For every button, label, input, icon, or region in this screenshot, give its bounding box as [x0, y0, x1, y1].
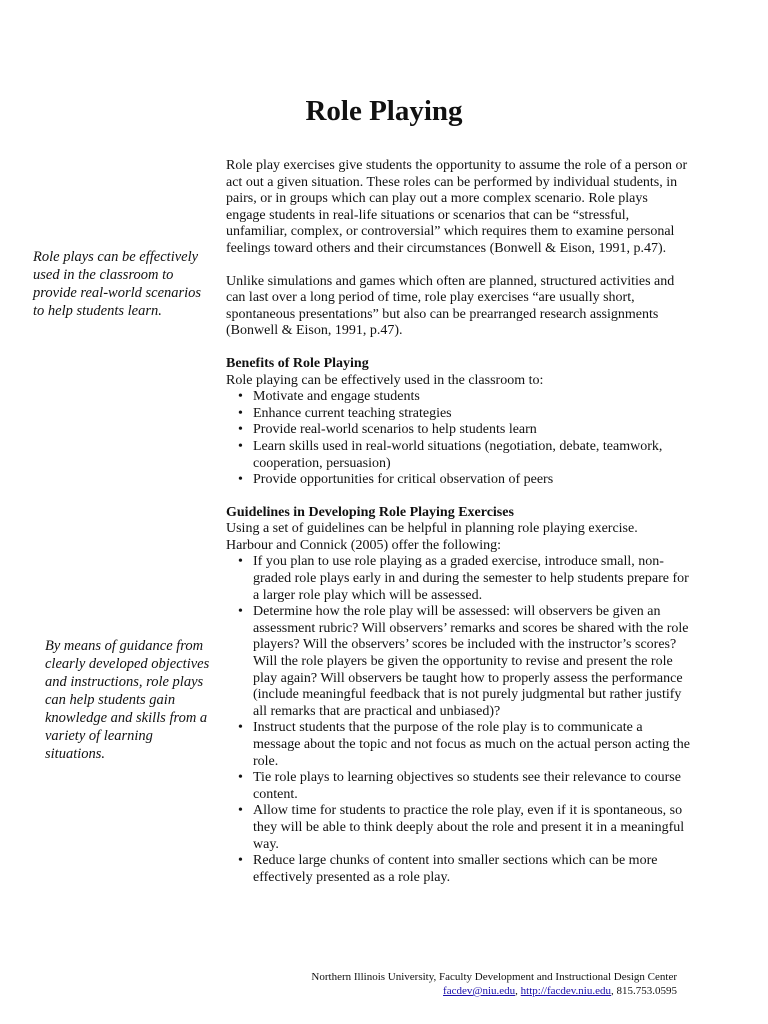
email-link[interactable]: facdev@niu.edu [443, 985, 516, 997]
page-footer [311, 970, 677, 998]
footer-organization: Northern Illinois University, Faculty Development and Instructional Design Center [311, 971, 677, 983]
benefits-lead: Role playing can be effectively used in the classroom to: [226, 372, 544, 388]
intro-paragraph-1: Role play exercises give students the opportunity to assume the role of a person or act out a given situation. These roles can be performed by individual students, in pairs, or in groups which can play out a more complex scenario. Role plays engage students in real-life situations or scenarios that can be “stressful, unfamiliar, complex, or controversial” which requires them to examine personal feelings toward others and their circumstances (Bonwell & Eison, 1991, p.47). [226, 158, 688, 256]
list-item: • Tie role plays to learning objectives so students see their relevance to course content. [226, 770, 690, 803]
list-item: • Determine how the role play will be assessed: will observers be given an assessment rubric? Will observers’ remarks and scores be shared with the role players? Will the observers’ scores be included with the instructor’s scores? Will the role players be given the opportunity to revise and present the role play again? Will observers be taught how to properly assess the performance (include meaningful feedback that is not purely judgmental but rather justify all remarks that are practical and unbiased)? [226, 604, 690, 720]
website-link[interactable]: http://facdev.niu.edu [520, 985, 611, 997]
footer-contact [311, 984, 677, 998]
section-spacer [226, 489, 690, 505]
intro-paragraph-2: Unlike simulations and games which often are planned, structured activities and can last over a long period of time, role play exercises “are usually short, spontaneous presentations” but also can be prearranged research assignments (Bonwell & Eison, 1991, p.47). [226, 273, 675, 339]
guidelines-lead-1: Using a set of guidelines can be helpful in planning role playing exercise. [226, 521, 638, 537]
guidelines-heading: Guidelines in Developing Role Playing Exercises [226, 504, 514, 520]
list-item: • Reduce large chunks of content into smaller sections which can be more effectively presented as a role play. [226, 853, 690, 886]
sidebar-callout-2: By means of guidance from clearly developed objectives and instructions, role plays can help students gain knowledge and skills from a variety of learning situations. [45, 638, 210, 762]
list-item: • Provide opportunities for critical observation of peers [226, 472, 690, 489]
benefits-heading: Benefits of Role Playing [226, 355, 369, 371]
page-title: Role Playing [305, 95, 463, 127]
main-content [226, 158, 690, 886]
list-item: • Enhance current teaching strategies [226, 406, 690, 423]
list-item: • Learn skills used in real-world situations (negotiation, debate, teamwork, cooperation, persuasion) [226, 439, 690, 472]
list-item: • Motivate and engage students [226, 389, 690, 406]
sidebar-callout-1: Role plays can be effectively used in the classroom to provide real-world scenarios to help students learn. [33, 249, 202, 319]
list-item: • Allow time for students to practice the role play, even if it is spontaneous, so they will be able to think deeply about the role and present it in a meaningful way. [226, 803, 690, 853]
guidelines-list [226, 554, 690, 886]
list-item: • Provide real-world scenarios to help students learn [226, 422, 690, 439]
footer-separator: , [611, 985, 617, 997]
list-item: • Instruct students that the purpose of the role play is to communicate a message about the topic and not focus as much on the actual person acting the role. [226, 720, 690, 770]
footer-separator: , [515, 985, 521, 997]
benefits-list [226, 389, 690, 489]
phone-number: 815.753.0595 [616, 985, 677, 997]
list-item: • If you plan to use role playing as a graded exercise, introduce small, non-graded role plays early in and during the semester to help students prepare for a larger role play which will be assessed. [226, 554, 690, 604]
guidelines-lead-2: Harbour and Connick (2005) offer the following: [226, 537, 502, 553]
